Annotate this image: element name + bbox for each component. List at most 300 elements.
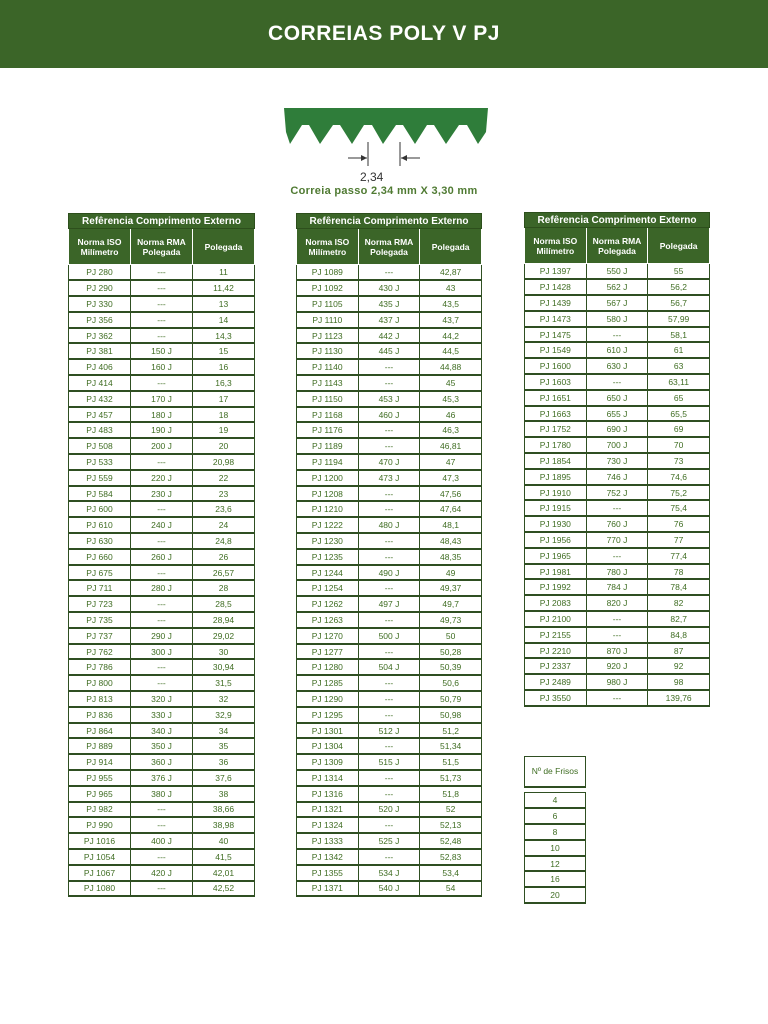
rma-cell: --- (131, 454, 193, 470)
rma-cell: --- (358, 738, 420, 754)
polegada-cell: 87 (648, 643, 710, 659)
table-row (69, 723, 255, 739)
table-row (69, 328, 255, 344)
rma-cell: --- (586, 548, 648, 564)
table-row (297, 312, 482, 328)
ribs-value: 10 (525, 840, 586, 856)
rma-cell: 180 J (131, 407, 193, 423)
polegada-cell: 45,3 (420, 391, 482, 407)
rma-cell: 480 J (358, 517, 420, 533)
table-row (297, 786, 482, 802)
rma-cell: --- (358, 612, 420, 628)
iso-cell: PJ 1140 (297, 359, 359, 375)
table-row (525, 658, 710, 674)
iso-cell: PJ 1080 (69, 881, 131, 897)
iso-cell: PJ 1439 (525, 295, 587, 311)
polegada-cell: 50 (420, 628, 482, 644)
table-row (525, 406, 710, 422)
iso-cell: PJ 723 (69, 596, 131, 612)
polegada-cell: 44,88 (420, 359, 482, 375)
polegada-cell: 28,94 (193, 612, 255, 628)
table-row (297, 454, 482, 470)
polegada-cell: 28 (193, 580, 255, 596)
polegada-cell: 46,3 (420, 422, 482, 438)
iso-cell: PJ 1285 (297, 675, 359, 691)
polegada-cell: 45 (420, 375, 482, 391)
col-header-polegada: Polegada (420, 229, 482, 265)
rma-cell: 340 J (131, 723, 193, 739)
col-header-rma: Norma RMA Polegada (586, 228, 648, 264)
table-row (525, 564, 710, 580)
iso-cell: PJ 1309 (297, 754, 359, 770)
rma-cell: 690 J (586, 421, 648, 437)
iso-cell: PJ 1965 (525, 548, 587, 564)
iso-cell: PJ 584 (69, 486, 131, 502)
iso-cell: PJ 675 (69, 565, 131, 581)
polegada-cell: 47,56 (420, 486, 482, 502)
table-row (297, 422, 482, 438)
table-row (69, 865, 255, 881)
rma-cell: 435 J (358, 296, 420, 312)
polegada-cell: 23 (193, 486, 255, 502)
polegada-cell: 52 (420, 802, 482, 818)
rma-cell: --- (358, 644, 420, 660)
polegada-cell: 75,2 (648, 485, 710, 501)
iso-cell: PJ 1663 (525, 406, 587, 422)
iso-cell: PJ 1189 (297, 438, 359, 454)
table-row (525, 611, 710, 627)
rma-cell: 445 J (358, 343, 420, 359)
polegada-cell: 46 (420, 407, 482, 423)
polegada-cell: 70 (648, 437, 710, 453)
polegada-cell: 92 (648, 658, 710, 674)
iso-cell: PJ 660 (69, 549, 131, 565)
table-row (525, 690, 710, 706)
polegada-cell: 26 (193, 549, 255, 565)
col-header-rma: Norma RMA Polegada (131, 229, 193, 265)
polegada-cell: 43,5 (420, 296, 482, 312)
polegada-cell: 48,1 (420, 517, 482, 533)
rma-cell: --- (358, 849, 420, 865)
table-row (69, 833, 255, 849)
iso-cell: PJ 1304 (297, 738, 359, 754)
iso-cell: PJ 1254 (297, 580, 359, 596)
polegada-cell: 84,8 (648, 627, 710, 643)
table-row (297, 865, 482, 881)
polegada-cell: 51,8 (420, 786, 482, 802)
polegada-cell: 48,35 (420, 549, 482, 565)
polegada-cell: 50,28 (420, 644, 482, 660)
iso-cell: PJ 1054 (69, 849, 131, 865)
rma-cell: --- (131, 280, 193, 296)
table-row (69, 738, 255, 754)
table-row (69, 486, 255, 502)
rma-cell: 280 J (131, 580, 193, 596)
table-row (297, 754, 482, 770)
rma-cell: 752 J (586, 485, 648, 501)
polegada-cell: 44,5 (420, 343, 482, 359)
rma-cell: --- (586, 627, 648, 643)
table-row (525, 500, 710, 516)
iso-cell: PJ 1194 (297, 454, 359, 470)
iso-cell: PJ 1168 (297, 407, 359, 423)
rma-cell: 746 J (586, 469, 648, 485)
iso-cell: PJ 2083 (525, 595, 587, 611)
table-row (297, 644, 482, 660)
iso-cell: PJ 1200 (297, 470, 359, 486)
polegada-cell: 14 (193, 312, 255, 328)
iso-cell: PJ 800 (69, 675, 131, 691)
polegada-cell: 19 (193, 422, 255, 438)
iso-cell: PJ 1110 (297, 312, 359, 328)
iso-cell: PJ 735 (69, 612, 131, 628)
pitch-arrowhead-right (401, 155, 407, 161)
rma-cell: --- (131, 659, 193, 675)
iso-cell: PJ 1355 (297, 865, 359, 881)
table-row (297, 612, 482, 628)
iso-cell: PJ 1915 (525, 500, 587, 516)
rma-cell: 230 J (131, 486, 193, 502)
polegada-cell: 50,39 (420, 659, 482, 675)
polegada-cell: 74,6 (648, 469, 710, 485)
polegada-cell: 82 (648, 595, 710, 611)
rma-cell: --- (131, 596, 193, 612)
table-row (69, 628, 255, 644)
table-row (297, 328, 482, 344)
iso-cell: PJ 1208 (297, 486, 359, 502)
table-row (69, 343, 255, 359)
page-title: CORREIAS POLY V PJ (268, 22, 500, 45)
pitch-arrowhead-left (361, 155, 367, 161)
polegada-cell: 75,4 (648, 500, 710, 516)
table-row (69, 422, 255, 438)
table-row (297, 375, 482, 391)
rma-cell: 562 J (586, 279, 648, 295)
table-row (69, 438, 255, 454)
polegada-cell: 56,7 (648, 295, 710, 311)
polegada-cell: 48,43 (420, 533, 482, 549)
iso-cell: PJ 914 (69, 754, 131, 770)
polegada-cell: 65 (648, 390, 710, 406)
rma-cell: 820 J (586, 595, 648, 611)
rma-cell: 430 J (358, 280, 420, 296)
iso-cell: PJ 1235 (297, 549, 359, 565)
table-row (69, 707, 255, 723)
reference-table-2 (296, 213, 482, 897)
col-header-rma: Norma RMA Polegada (358, 229, 420, 265)
table-row (69, 470, 255, 486)
iso-cell: PJ 1333 (297, 833, 359, 849)
iso-cell: PJ 330 (69, 296, 131, 312)
table-caption: Refêrencia Comprimento Externo (69, 214, 255, 229)
rma-cell: 567 J (586, 295, 648, 311)
polegada-cell: 69 (648, 421, 710, 437)
iso-cell: PJ 711 (69, 580, 131, 596)
iso-cell: PJ 1016 (69, 833, 131, 849)
polegada-cell: 46,81 (420, 438, 482, 454)
reference-table-1 (68, 213, 255, 897)
table-row (297, 280, 482, 296)
iso-cell: PJ 1780 (525, 437, 587, 453)
rma-cell: --- (358, 707, 420, 723)
rma-cell: --- (131, 296, 193, 312)
rma-cell: --- (131, 375, 193, 391)
table-row (297, 565, 482, 581)
col-header-iso: Norma ISO Milímetro (525, 228, 587, 264)
iso-cell: PJ 1089 (297, 265, 359, 281)
rma-cell: --- (586, 611, 648, 627)
iso-cell: PJ 1371 (297, 881, 359, 897)
iso-cell: PJ 1230 (297, 533, 359, 549)
rma-cell: --- (358, 549, 420, 565)
iso-cell: PJ 762 (69, 644, 131, 660)
rma-cell: --- (358, 817, 420, 833)
polegada-cell: 73 (648, 453, 710, 469)
table-row (525, 390, 710, 406)
table-row (69, 770, 255, 786)
ribs-value: 6 (525, 808, 586, 824)
iso-cell: PJ 1895 (525, 469, 587, 485)
polegada-cell: 47,3 (420, 470, 482, 486)
iso-cell: PJ 1295 (297, 707, 359, 723)
polegada-cell: 11,42 (193, 280, 255, 296)
polegada-cell: 63 (648, 358, 710, 374)
iso-cell: PJ 2155 (525, 627, 587, 643)
polegada-cell: 32,9 (193, 707, 255, 723)
ribs-table (524, 756, 586, 904)
table-row (525, 453, 710, 469)
iso-cell: PJ 1428 (525, 279, 587, 295)
table-row (525, 595, 710, 611)
table-row (297, 533, 482, 549)
iso-cell: PJ 1854 (525, 453, 587, 469)
table-row (69, 517, 255, 533)
iso-cell: PJ 1549 (525, 342, 587, 358)
iso-cell: PJ 1992 (525, 579, 587, 595)
polegada-cell: 24 (193, 517, 255, 533)
iso-cell: PJ 362 (69, 328, 131, 344)
table-row (297, 549, 482, 565)
table-row (69, 296, 255, 312)
iso-cell: PJ 786 (69, 659, 131, 675)
polegada-cell: 35 (193, 738, 255, 754)
rma-cell: 515 J (358, 754, 420, 770)
table-row (525, 311, 710, 327)
iso-cell: PJ 610 (69, 517, 131, 533)
table-row (69, 786, 255, 802)
polegada-cell: 37,6 (193, 770, 255, 786)
rma-cell: 490 J (358, 565, 420, 581)
title-banner (0, 0, 768, 68)
belt-caption: Correia passo 2,34 mm X 3,30 mm (290, 185, 478, 197)
rma-cell: 260 J (131, 549, 193, 565)
table-caption: Refêrencia Comprimento Externo (297, 214, 482, 229)
rma-cell: --- (586, 500, 648, 516)
ribs-row (525, 824, 586, 840)
belt-profile-diagram (282, 108, 490, 170)
table-row (525, 674, 710, 690)
polegada-cell: 38 (193, 786, 255, 802)
rma-cell: 400 J (131, 833, 193, 849)
rma-cell: --- (358, 533, 420, 549)
polegada-cell: 16,3 (193, 375, 255, 391)
iso-cell: PJ 406 (69, 359, 131, 375)
rma-cell: 497 J (358, 596, 420, 612)
iso-cell: PJ 533 (69, 454, 131, 470)
table-row (525, 469, 710, 485)
rma-cell: 920 J (586, 658, 648, 674)
rma-cell: --- (131, 817, 193, 833)
polegada-cell: 47 (420, 454, 482, 470)
ribs-row (525, 887, 586, 903)
rma-cell: 525 J (358, 833, 420, 849)
rma-cell: --- (358, 501, 420, 517)
rma-cell: 550 J (586, 264, 648, 280)
polegada-cell: 30 (193, 644, 255, 660)
table-row (297, 802, 482, 818)
table-row (297, 833, 482, 849)
rma-cell: --- (131, 565, 193, 581)
iso-cell: PJ 813 (69, 691, 131, 707)
ribs-value: 16 (525, 871, 586, 887)
table-row (69, 549, 255, 565)
rma-cell: 980 J (586, 674, 648, 690)
rma-cell: 534 J (358, 865, 420, 881)
table-row (297, 438, 482, 454)
ribs-header: Nº de Frisos (525, 757, 586, 787)
polegada-cell: 14,3 (193, 328, 255, 344)
table-row (525, 627, 710, 643)
rma-cell: --- (586, 690, 648, 706)
rma-cell: --- (358, 786, 420, 802)
polegada-cell: 49 (420, 565, 482, 581)
polegada-cell: 78 (648, 564, 710, 580)
polegada-cell: 20,98 (193, 454, 255, 470)
iso-cell: PJ 2489 (525, 674, 587, 690)
iso-cell: PJ 1600 (525, 358, 587, 374)
table-row (69, 817, 255, 833)
table-row (297, 486, 482, 502)
table-row (69, 359, 255, 375)
table-row (297, 707, 482, 723)
polegada-cell: 32 (193, 691, 255, 707)
table-row (297, 343, 482, 359)
polegada-cell: 13 (193, 296, 255, 312)
polegada-cell: 77,4 (648, 548, 710, 564)
iso-cell: PJ 836 (69, 707, 131, 723)
rma-cell: --- (586, 327, 648, 343)
table-row (69, 644, 255, 660)
pitch-label: 2,34 (360, 170, 384, 184)
iso-cell: PJ 1981 (525, 564, 587, 580)
rma-cell: 170 J (131, 391, 193, 407)
polegada-cell: 56,2 (648, 279, 710, 295)
polegada-cell: 43 (420, 280, 482, 296)
table-row (297, 470, 482, 486)
rma-cell: --- (131, 312, 193, 328)
ribs-value: 12 (525, 856, 586, 872)
rma-cell: 770 J (586, 532, 648, 548)
table-row (525, 264, 710, 280)
rma-cell: 160 J (131, 359, 193, 375)
rma-cell: 500 J (358, 628, 420, 644)
polegada-cell: 49,37 (420, 580, 482, 596)
polegada-cell: 55 (648, 264, 710, 280)
table-row (69, 675, 255, 691)
iso-cell: PJ 1956 (525, 532, 587, 548)
rma-cell: 290 J (131, 628, 193, 644)
rma-cell: --- (131, 612, 193, 628)
table-row (297, 723, 482, 739)
rma-cell: 437 J (358, 312, 420, 328)
rma-cell: --- (131, 675, 193, 691)
polegada-cell: 42,52 (193, 881, 255, 897)
col-header-polegada: Polegada (193, 229, 255, 265)
polegada-cell: 50,6 (420, 675, 482, 691)
table-row (297, 881, 482, 897)
table-row (69, 565, 255, 581)
rma-cell: 442 J (358, 328, 420, 344)
table-row (297, 628, 482, 644)
rma-cell: --- (358, 691, 420, 707)
rma-cell: 870 J (586, 643, 648, 659)
rma-cell: --- (358, 375, 420, 391)
iso-cell: PJ 990 (69, 817, 131, 833)
table-row (297, 738, 482, 754)
rma-cell: 730 J (586, 453, 648, 469)
iso-cell: PJ 1067 (69, 865, 131, 881)
polegada-cell: 76 (648, 516, 710, 532)
table-row (69, 580, 255, 596)
table-row (69, 881, 255, 897)
rma-cell: 380 J (131, 786, 193, 802)
table-row (69, 312, 255, 328)
polegada-cell: 42,87 (420, 265, 482, 281)
iso-cell: PJ 1316 (297, 786, 359, 802)
iso-cell: PJ 864 (69, 723, 131, 739)
rma-cell: 190 J (131, 422, 193, 438)
rma-cell: --- (131, 881, 193, 897)
table-row (297, 817, 482, 833)
polegada-cell: 51,5 (420, 754, 482, 770)
iso-cell: PJ 1314 (297, 770, 359, 786)
rma-cell: --- (131, 501, 193, 517)
iso-cell: PJ 1651 (525, 390, 587, 406)
iso-cell: PJ 1244 (297, 565, 359, 581)
rma-cell: 460 J (358, 407, 420, 423)
iso-cell: PJ 600 (69, 501, 131, 517)
table-row (69, 659, 255, 675)
table-row (69, 391, 255, 407)
ribs-value: 8 (525, 824, 586, 840)
ribs-row (525, 840, 586, 856)
iso-cell: PJ 889 (69, 738, 131, 754)
iso-cell: PJ 1397 (525, 264, 587, 280)
ribs-row (525, 793, 586, 809)
iso-cell: PJ 1324 (297, 817, 359, 833)
iso-cell: PJ 1262 (297, 596, 359, 612)
rma-cell: 655 J (586, 406, 648, 422)
polegada-cell: 38,98 (193, 817, 255, 833)
table-row (525, 421, 710, 437)
rma-cell: 150 J (131, 343, 193, 359)
polegada-cell: 52,13 (420, 817, 482, 833)
iso-cell: PJ 1930 (525, 516, 587, 532)
polegada-cell: 47,64 (420, 501, 482, 517)
polegada-cell: 44,2 (420, 328, 482, 344)
iso-cell: PJ 508 (69, 438, 131, 454)
iso-cell: PJ 483 (69, 422, 131, 438)
